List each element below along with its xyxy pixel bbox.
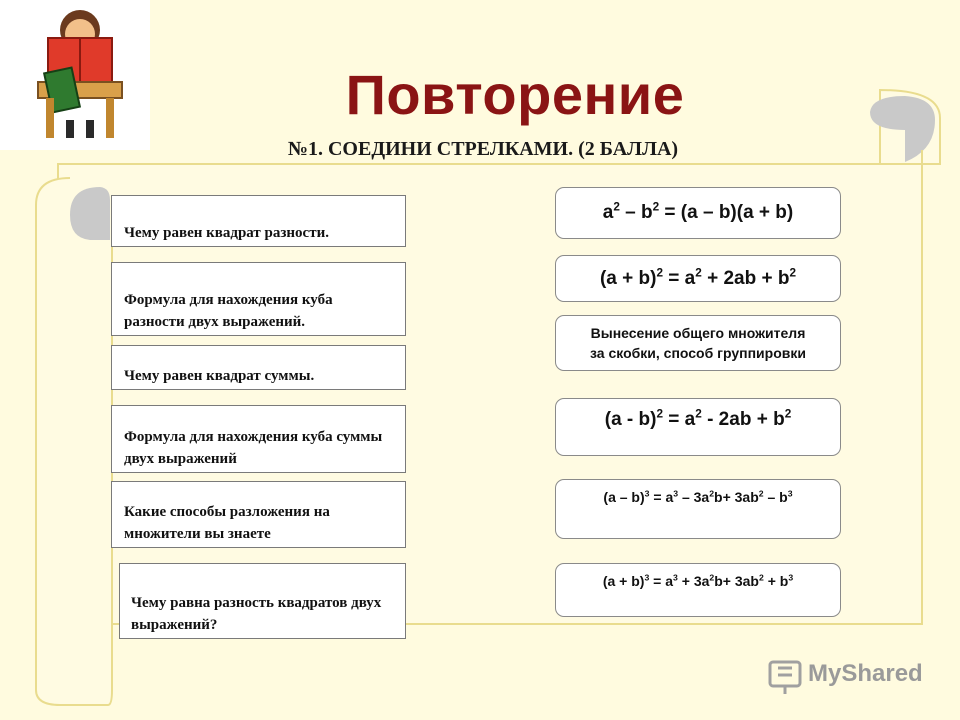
question-box[interactable] <box>119 563 406 639</box>
question-box[interactable] <box>111 481 406 548</box>
answer-box[interactable] <box>555 255 841 302</box>
question-text: Какие способы разложения на множители вы знаете <box>124 504 330 542</box>
question-text: Чему равен квадрат суммы. <box>124 368 315 384</box>
left-roll <box>36 178 112 705</box>
formula-square-of-sum: $(a + b)^2 = a^2 + 2ab + b^2$ <box>599 266 796 289</box>
question-text: Формула для нахождения куба суммы двух выражений <box>124 429 383 467</box>
answer-box[interactable] <box>555 187 841 239</box>
answer-box[interactable] <box>555 398 841 456</box>
myshared-logo-icon <box>770 662 800 694</box>
task-subtitle: №1. СОЕДИНИ СТРЕЛКАМИ. (2 БАЛЛА) <box>287 138 679 160</box>
question-text: Чему равен квадрат разности. <box>124 225 329 241</box>
page-title: Повторение <box>345 63 685 126</box>
question-box[interactable] <box>111 345 406 390</box>
question-box[interactable] <box>111 405 406 473</box>
formula-difference-of-squares: $a^2 - b^2 = (a - b)(a + b)$ <box>602 200 794 223</box>
formula-cube-of-sum: $(a + b)^3 = a^3 + 3a^2b+ 3ab^2 + b^3$ <box>602 572 794 589</box>
factoring-methods-text: Вынесение общего множителя за скобки, способ группировки <box>590 325 806 361</box>
question-box[interactable] <box>111 195 406 247</box>
answer-box[interactable] <box>555 563 841 617</box>
watermark-text: MyShared <box>808 660 923 687</box>
question-text: Чему равна разность квадратов двух выражений? <box>131 595 382 633</box>
question-box[interactable] <box>111 262 406 336</box>
formula-cube-of-difference: $(a - b)^3 = a^3 - 3a^2b+ 3ab^2 - b^3$ <box>603 488 793 505</box>
formula-square-of-difference: $(a - b)^2 = a^2 - 2ab + b^2$ <box>604 407 792 430</box>
answer-box[interactable] <box>555 315 841 371</box>
answer-box[interactable] <box>555 479 841 539</box>
question-text: Формула для нахождения куба разности двух выражений. <box>124 292 333 330</box>
